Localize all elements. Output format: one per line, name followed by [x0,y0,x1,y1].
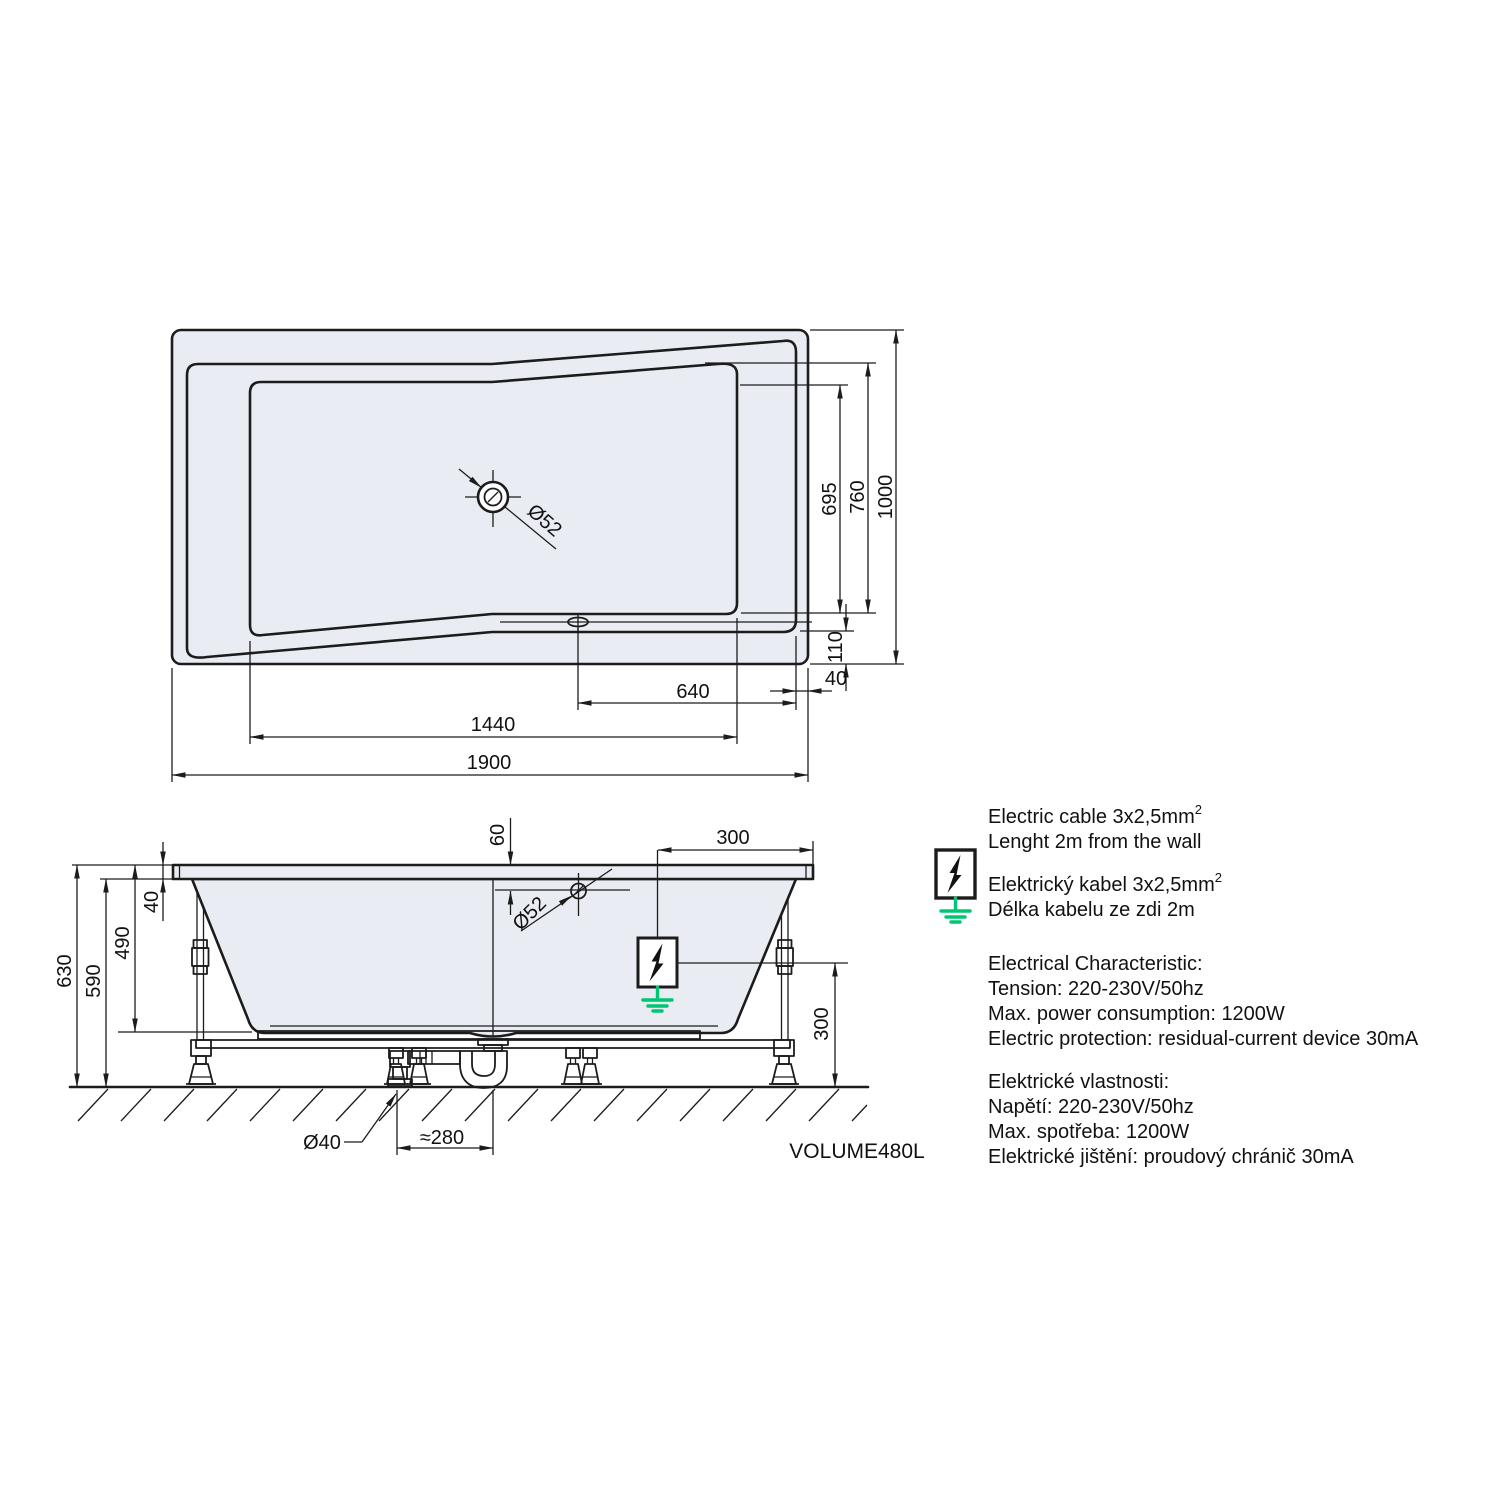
side-view [54,818,925,1163]
frame-leg-mid [384,1048,602,1084]
dim-overflow-diameter-side: Ø52 [508,892,551,935]
superscript-2: 2 [1194,802,1202,817]
dim-rim-offset: 40 [824,668,848,690]
note-power-en: Max. power consumption: 1200W [988,1003,1285,1025]
floor-hatching [78,1089,867,1121]
legend-ground-symbol-icon [941,898,970,922]
dim-overflow-gap: 110 [825,631,847,663]
dim-waste-diameter: Ø40 [303,1132,341,1154]
dim-connect-height: 300 [811,1007,833,1041]
dim-rim-thickness: 40 [141,890,163,914]
note-char-title-cz: Elektrické vlastnosti: [988,1071,1170,1093]
volume-label: VOLUME480L [789,1140,925,1163]
dim-depth: 490 [112,926,134,960]
superscript-2: 2 [1214,870,1222,885]
dim-total-height: 630 [54,954,76,988]
dim-trap-offset: ≈280 [419,1127,465,1149]
siphon-trap [388,1039,508,1088]
top-view [172,330,904,782]
dim-overflow-top: 60 [487,823,509,847]
dim-shell-height: 590 [83,964,105,998]
dim-cable-offset: 300 [716,827,750,849]
note-tension-cz: Napětí: 220-230V/50hz [988,1096,1194,1118]
note-protection-en: Electric protection: residual-current device 30mA [988,1028,1419,1050]
dim-drain-diameter: Ø52 [522,500,566,542]
note-cable-cz-1: Elektrický kabel $3x2,5mm^2$ [988,870,1222,896]
note-cable-en-1: Electric cable $3x2,5mm^2$ [988,802,1202,828]
dim-width: 1000 [875,474,897,520]
note-protection-cz: Elektrické jištění: proudový chránič 30mA [988,1146,1354,1168]
dim-inner-width: 695 [819,482,841,516]
note-power-cz: Max. spotřeba: 1200W [988,1121,1190,1143]
legend-electric-icon [936,850,975,922]
tub-rim-slab [173,865,813,879]
note-cable-cz-2: Délka kabelu ze zdi 2m [988,899,1195,921]
frame-rail [196,1040,790,1048]
note-char-title-en: Electrical Characteristic: [988,953,1203,975]
note-cable-en-2: Lenght 2m from the wall [988,831,1202,853]
dim-inner-length: 1440 [470,714,516,736]
note-tension-en: Tension: 220-230V/50hz [988,978,1204,1000]
dim-overflow-to-edge: 640 [676,681,710,703]
dim-rim-width: 760 [847,480,869,514]
dim-length: 1900 [466,752,512,774]
tub-body-section [192,879,796,1037]
